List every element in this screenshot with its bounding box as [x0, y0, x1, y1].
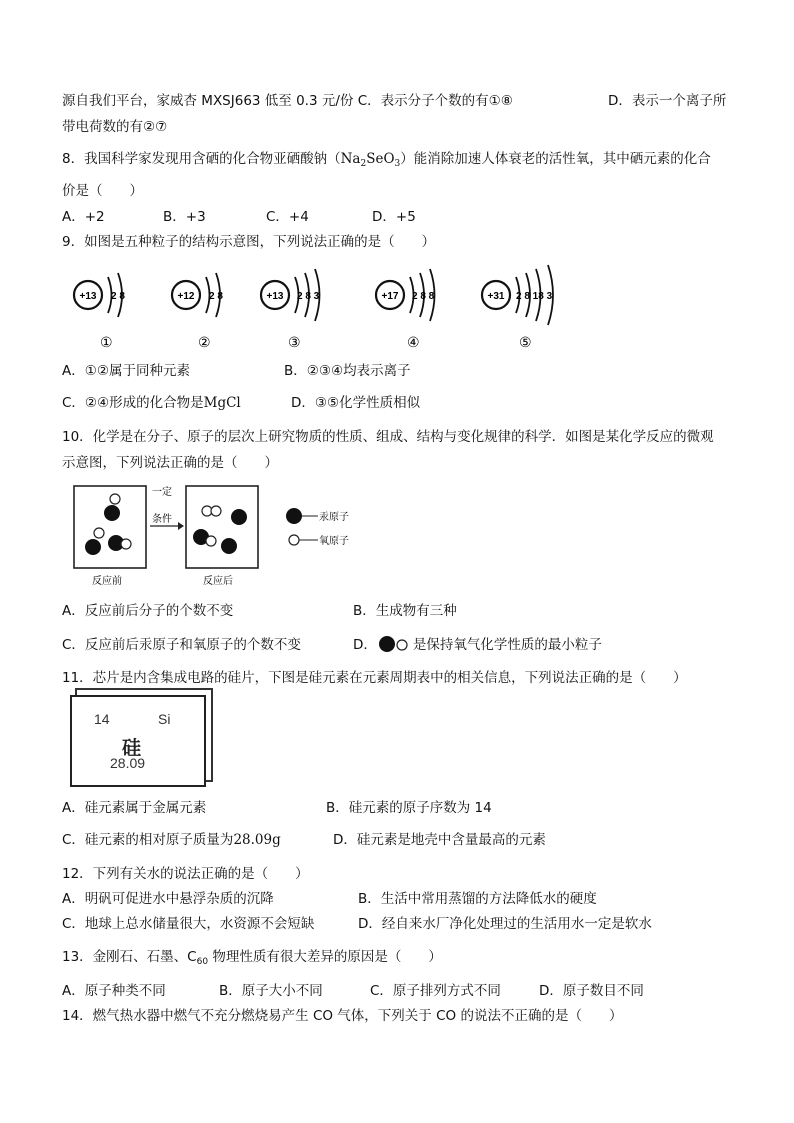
q12-stem: 12．下列有关水的说法正确的是（ ） [62, 866, 309, 882]
before-label: 反应前 [92, 576, 122, 587]
q10-option-c: C．反应前后汞原子和氧原子的个数不变 [62, 637, 301, 653]
after-label: 反应后 [203, 576, 233, 587]
particle-4-shells: 2 8 8 [412, 291, 435, 302]
particle-1 [74, 273, 125, 350]
legend-black-label: 汞原子 [319, 512, 349, 523]
q10-reaction-diagram [70, 482, 370, 590]
q8-formula-na: Na [340, 151, 361, 167]
q11-stem: 11．芯片是内含集成电路的硅片，下图是硅元素在元素周期表中的相关信息，下列说法正确的是（ ） [62, 670, 687, 686]
q11-option-c-text: C．硅元素的相对原子质量为 [62, 832, 234, 848]
q10-option-a: A．反应前后分子的个数不变 [62, 603, 234, 619]
q9-option-c-formula: MgCl [203, 395, 241, 411]
q13-option-a: A．原子种类不同 [62, 983, 166, 999]
particle-4 [376, 269, 435, 350]
q11-option-b: B．硅元素的原子序数为 14 [326, 800, 492, 816]
particle-3 [261, 269, 320, 350]
particle-3-label: ③ [288, 334, 301, 350]
arrow-condition-bottom: 条件 [152, 514, 172, 525]
legend-white-atom [289, 535, 299, 545]
particle-1-nucleus: +13 [79, 291, 97, 302]
particle-5-shells: 2 8 18 3 [516, 291, 553, 302]
q12-option-b: B．生活中常用蒸馏的方法降低水的硬度 [358, 891, 597, 907]
q8-formula-sub2: 2 [360, 159, 367, 169]
q13-option-d: D．原子数目不同 [539, 983, 644, 999]
q9-stem: 9．如图是五种粒子的结构示意图，下列说法正确的是（ ） [62, 234, 436, 250]
tile-name: 硅 [122, 737, 142, 759]
tile-atomic-number: 14 [94, 711, 110, 727]
q8-stem-c: 价是（ ） [62, 183, 143, 199]
particle-1-shells: 2 8 [111, 291, 125, 302]
q8-formula [341, 151, 401, 167]
particle-3-nucleus: +13 [266, 291, 284, 302]
particle-1-label: ① [100, 334, 113, 350]
q10-option-d [353, 635, 602, 655]
q8-option-b: B．+3 [163, 209, 206, 225]
q12-option-d: D．经自来水厂净化处理过的生活用水一定是软水 [358, 916, 652, 932]
q8-stem-b: ）能消除加速人体衰老的活性氧，其中硒元素的化合 [400, 151, 711, 167]
q13-option-c: C．原子排列方式不同 [370, 983, 501, 999]
q11-option-d: D．硅元素是地壳中含量最高的元素 [333, 832, 546, 848]
tile-symbol: Si [158, 711, 171, 727]
q8-stem-a: 8．我国科学家发现用含硒的化合物亚硒酸钠（ [62, 151, 341, 167]
q10-stem-2: 示意图，下列说法正确的是（ ） [62, 455, 278, 471]
legend-white-label: 氧原子 [319, 536, 349, 547]
q10-option-b: B．生成物有三种 [353, 603, 457, 619]
q11-option-c [62, 830, 281, 850]
after-box [186, 486, 258, 568]
q9-option-b: B．②③④均表示离子 [284, 363, 411, 379]
particle-2 [172, 273, 223, 350]
silicon-element-tile [70, 695, 206, 787]
tile-mass: 28.09 [110, 755, 146, 771]
q14-stem: 14．燃气热水器中燃气不充分燃烧易产生 CO 气体，下列关于 CO 的说法不正确的是（ ） [62, 1008, 623, 1024]
particle-2-shells: 2 8 [209, 291, 223, 302]
q12-option-c: C．地球上总水储量很大，水资源不会短缺 [62, 916, 315, 932]
oxygen-molecule-icon [377, 635, 413, 653]
particle-3-shells: 2 8 3 [297, 291, 320, 302]
arrow-icon [178, 522, 184, 530]
q9-option-c [62, 393, 241, 413]
particle-4-label: ④ [407, 334, 420, 350]
q8-stem [62, 149, 711, 174]
q12-option-a: A．明矾可促进水中悬浮杂质的沉降 [62, 891, 274, 907]
q10-stem-1: 10．化学是在分子、原子的层次上研究物质的性质、组成、结构与变化规律的科学．如图是某化学反应的微观 [62, 429, 714, 445]
q9-option-d: D．③⑤化学性质相似 [291, 395, 421, 411]
q9-structure-diagrams [60, 255, 580, 350]
particle-4-nucleus: +17 [381, 291, 399, 302]
q13-stem-b: 物理性质有很大差异的原因是（ ） [208, 949, 442, 965]
q8-option-d: D．+5 [372, 209, 416, 225]
q9-option-a: A．①②属于同种元素 [62, 363, 190, 379]
q11-option-c-value: 28.09g [233, 832, 281, 848]
q9-option-c-text: C．②④形成的化合物是 [62, 395, 204, 411]
particle-5-label: ⑤ [519, 334, 532, 350]
q10-option-d-text: 是保持氧气化学性质的最小粒子 [412, 637, 602, 653]
q8-option-c: C．+4 [266, 209, 309, 225]
q13-option-b: B．原子大小不同 [219, 983, 323, 999]
q8-option-a: A．+2 [62, 209, 105, 225]
intro-option-d: D．表示一个离子所 [608, 93, 727, 109]
q8-formula-seo: SeO [366, 151, 395, 167]
q11-option-a: A．硅元素属于金属元素 [62, 800, 207, 816]
q10-option-d-prefix: D． [353, 637, 377, 653]
intro-line-1: 源自我们平台，家威杏 MXSJ663 低至 0.3 元/份 C．表示分子个数的有①⑧ [62, 93, 513, 109]
particle-2-label: ② [198, 334, 211, 350]
q13-stem [62, 947, 442, 972]
particle-5-nucleus: +31 [487, 291, 505, 302]
arrow-condition-top: 一定 [152, 487, 172, 498]
q8-formula-sub3: 3 [394, 159, 401, 169]
q13-stem-sub: 60 [196, 957, 209, 967]
particle-2-nucleus: +12 [177, 291, 195, 302]
particle-5 [482, 265, 553, 350]
intro-line-2: 带电荷数的有②⑦ [62, 119, 168, 135]
q13-stem-a: 13．金刚石、石墨、C [62, 949, 197, 965]
legend-black-atom [286, 508, 302, 524]
